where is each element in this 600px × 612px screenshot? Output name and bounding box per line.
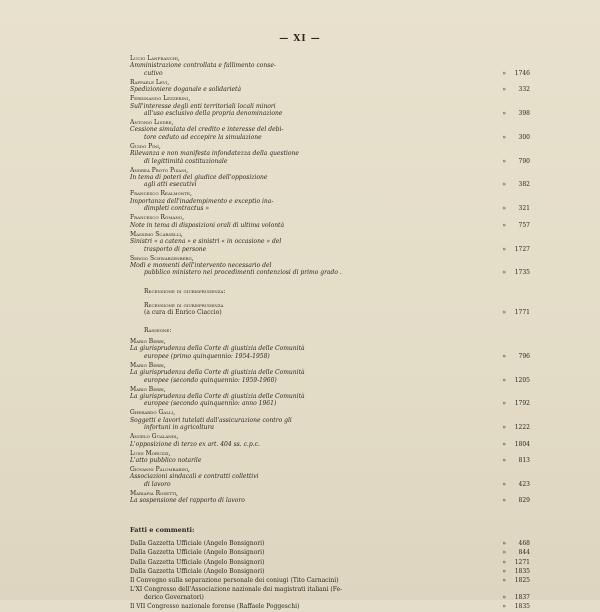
index-entry [130,559,530,567]
ditto-mark: » [502,440,506,448]
entry-title: tore ceduto ad eccepire la simulazione [144,133,262,141]
ditto-mark: » [502,205,506,213]
entry-author: Andrea Proto Pisani, [130,166,189,174]
page-ref: 1837 [514,593,530,601]
page-ref: 790 [518,157,530,165]
index-entry [130,450,530,465]
index-entry [130,214,530,229]
ditto-mark: » [502,352,506,360]
ditto-mark: » [502,576,506,584]
ditto-mark: » [502,221,506,229]
page-ref: 468 [518,540,530,548]
entry-title: europee (secondo quinquennio: 1959-1960) [144,376,277,384]
entry-line [130,362,480,377]
entry-author: Luigi Moruzzi, [130,449,171,457]
entry-title: cutivo [144,69,163,77]
ditto-mark: » [502,424,506,432]
entry-line [130,466,480,481]
entry-line [130,409,480,424]
page-ref: 300 [518,133,530,141]
ditto-mark: » [502,376,506,384]
entry-line [130,158,480,165]
entry-author: Ferdinando Lezzerini, [130,95,191,103]
index-entry [130,231,530,253]
entry-title: Il VII Congresso nazionale forense (Raffaele Poggeschi) [130,602,300,610]
entry-title: La sospensione del rapporto di lavoro [130,497,245,505]
ditto-mark: » [502,157,506,165]
entry-line [130,559,480,567]
page-ref: 1792 [514,400,530,408]
entry-title: Rilevanza e non manifesta infondatezza della questione [130,150,299,158]
entry-author: Raffaele Levi, [130,78,170,86]
entry-line [130,377,480,384]
entry-title: Il Convegno sulla separazione personale dei coniugi (Tito Carnacini) [130,576,339,584]
entry-title: Dalla Gazzetta Ufficiale (Angelo Bonsignori) [130,567,265,575]
index-entry [130,540,530,548]
entry-line [130,594,480,602]
entry-title: In tema di poteri del giudice dell'opposizione [130,174,268,182]
entry-title: trasporto di persone [144,245,207,253]
page-ref: 1205 [514,376,530,384]
entry-line [130,433,480,448]
page-ref: 829 [518,497,530,505]
page-ref: 1222 [514,424,530,432]
entry-line [130,119,480,134]
entry-title: L'opposizione di terzo ex art. 404 ss. c.p.c. [130,440,260,448]
page-ref: 1835 [514,567,530,575]
entry-line [130,549,480,557]
page-ref: 1835 [514,602,530,610]
entry-line [130,586,480,594]
entry-title: Dalla Gazzetta Ufficiale (Angelo Bonsignori) [130,549,265,557]
entry-title: L'atto pubblico notarile [130,457,202,464]
entry-line [130,110,480,117]
index-entry [130,338,530,360]
entry-line [130,70,480,77]
page-ref: 1825 [514,576,530,584]
entry-title: Dalla Gazzetta Ufficiale (Angelo Bonsignori) [130,558,265,566]
page-number-header: — XI — [279,34,321,44]
entry-title: Modi e momenti dell'intervento necessario del [130,261,272,269]
entry-author: Lucio Lanfranchi, [130,55,180,62]
entry-line [130,190,480,205]
page-ref: 1727 [514,245,530,253]
entry-author: Mariapia Rosetti, [130,489,178,497]
entry-line [130,269,480,276]
index-entry [130,55,530,77]
ditto-mark: » [502,309,506,317]
recensioni-text: (a cura di Enrico Ciaccio) [144,309,222,317]
ditto-mark: » [502,540,506,548]
index-entry [130,79,530,94]
entry-author: Guido Pini, [130,142,161,150]
page-ref: 1771 [514,309,530,317]
entry-author: Mario Berri, [130,361,166,369]
entry-author: Massimo Scarselli, [130,230,183,238]
entry-line [130,55,480,70]
entry-title: Soggetti e lavori tutelati dall'assicurazione contro gli [130,416,292,424]
entry-author: Mario Berri, [130,337,166,345]
entry-title: Spedizioniere doganale e solidarietà [130,86,242,94]
page-ref: 332 [518,86,530,94]
ditto-mark: » [502,549,506,557]
recensioni-entry [130,302,530,317]
page-ref: 1271 [514,558,530,566]
index-entry [130,603,530,611]
index-entry [130,143,530,165]
index-entry [130,466,530,488]
entry-title: Associazioni sindacali e contratti collettivi [130,473,259,481]
entry-author: Francesco Romano, [130,214,184,222]
entry-line [130,400,480,407]
entry-line [130,450,480,465]
entry-title: La giurisprudenza della Corte di giustizia delle Comunità [130,345,305,353]
index-content [130,55,530,612]
index-entry [130,362,530,384]
entry-author: Mario Berri, [130,385,166,393]
ditto-mark: » [502,86,506,94]
ditto-mark: » [502,457,506,464]
entry-line [130,568,480,576]
index-entry [130,386,530,408]
entry-title: Cessione simulata del credito e interesse del debi- [130,126,284,134]
ditto-mark: » [502,497,506,505]
page-ref: 423 [518,480,530,488]
entry-title: europee (secondo quinquennio: anno 1961) [144,400,277,408]
entry-line [130,603,480,611]
rassegne-list [130,338,530,505]
author-index-list [130,55,530,277]
ditto-mark: » [502,133,506,141]
entry-title: agli atti esecutivi [144,181,197,189]
entry-line [130,338,480,353]
entry-title: derico Governatori) [144,593,204,601]
entry-author: Francesco Realmonte, [130,190,192,198]
index-entry [130,167,530,189]
entry-line [130,481,480,488]
entry-author: Angelo Gualandi, [130,433,179,441]
entry-line [130,205,480,212]
entry-title: La giurisprudenza della Corte di giustizia delle Comunità [130,369,305,377]
page-ref: 844 [518,549,530,557]
ditto-mark: » [502,400,506,408]
entry-title: europee (primo quinquennio: 1954-1958) [144,352,270,360]
entry-title: Sinistri « a catena » e sinistri « in occasione » del [130,238,282,246]
page-ref: 1804 [514,440,530,448]
index-entry [130,577,530,585]
index-entry [130,490,530,505]
page-ref: 382 [518,181,530,189]
entry-line [130,577,480,585]
entry-title: L'XI Congresso dell'Associazione nazionale dei magistrati italiani (Fe- [130,586,343,594]
ditto-mark: » [502,593,506,601]
entry-line [130,353,480,360]
entry-author: Sergio Schwarzenberg, [130,254,194,262]
entry-line [130,95,480,110]
entry-title: Importanza dell'inadempimento e exceptio ina- [130,197,274,205]
ditto-mark: » [502,602,506,610]
page-ref: 796 [518,352,530,360]
ditto-mark: » [502,567,506,575]
entry-line [130,181,480,188]
entry-line [130,231,480,246]
ditto-mark: » [502,558,506,566]
page-ref: 398 [518,110,530,118]
entry-line [130,386,480,401]
entry-line [130,246,480,253]
ditto-mark: » [502,480,506,488]
entry-line [130,214,480,229]
index-entry [130,586,530,601]
entry-title: Amministrazione controllata e fallimento conse- [130,62,276,70]
entry-line [130,167,480,182]
entry-title: La giurisprudenza della Corte di giustizia delle Comunità [130,392,305,400]
rassegne-heading: Rassegne: [144,326,172,334]
entry-author: Giovanni Palombarini, [130,466,190,473]
recensioni-label: Recensione di giurisprudenza [144,301,224,309]
entry-author: Antonio Lisdre, [130,119,174,127]
entry-line [130,143,480,158]
ditto-mark: » [502,69,506,77]
index-entry [130,433,530,448]
page-ref: 321 [518,205,530,213]
ditto-mark: » [502,245,506,253]
index-entry [130,95,530,117]
entry-line [130,255,480,270]
index-entry [130,255,530,277]
entry-line [130,134,480,141]
recensioni-heading: Recensione di giurisprudenza: [144,288,226,296]
entry-line [130,490,480,505]
entry-title: Note in tema di disposizioni orali di ultima volontà [130,221,285,229]
ditto-mark: » [502,110,506,118]
entry-title: dimpleti contractus » [144,205,209,213]
entry-title: infortuni in agricoltura [144,424,214,432]
entry-line [130,79,480,94]
index-entry [130,409,530,431]
page-ref: 757 [518,221,530,229]
index-entry [130,549,530,557]
entry-title: all'uso esclusivo della propria denominazione [144,110,283,118]
index-entry [130,568,530,576]
entry-title: di lavoro [144,480,171,488]
entry-title: di legittimità costituzionale [144,157,228,165]
index-entry [130,119,530,141]
fatti-heading: Fatti e commenti: [130,526,195,535]
page-ref: 813 [518,457,530,464]
index-entry [130,190,530,212]
page-ref: 1735 [514,269,530,277]
page-ref: 1746 [514,69,530,77]
entry-author: Gherardo Galli, [130,409,175,417]
entry-title: Sull'interesse degli enti territoriali locali minori [130,102,276,110]
entry-line [130,540,480,548]
entry-line [130,424,480,431]
ditto-mark: » [502,269,506,277]
ditto-mark: » [502,181,506,189]
entry-title: pubblico ministero nei procedimenti contenziosi di primo grado . [144,269,342,277]
entry-title: Dalla Gazzetta Ufficiale (Angelo Bonsignori) [130,540,265,548]
